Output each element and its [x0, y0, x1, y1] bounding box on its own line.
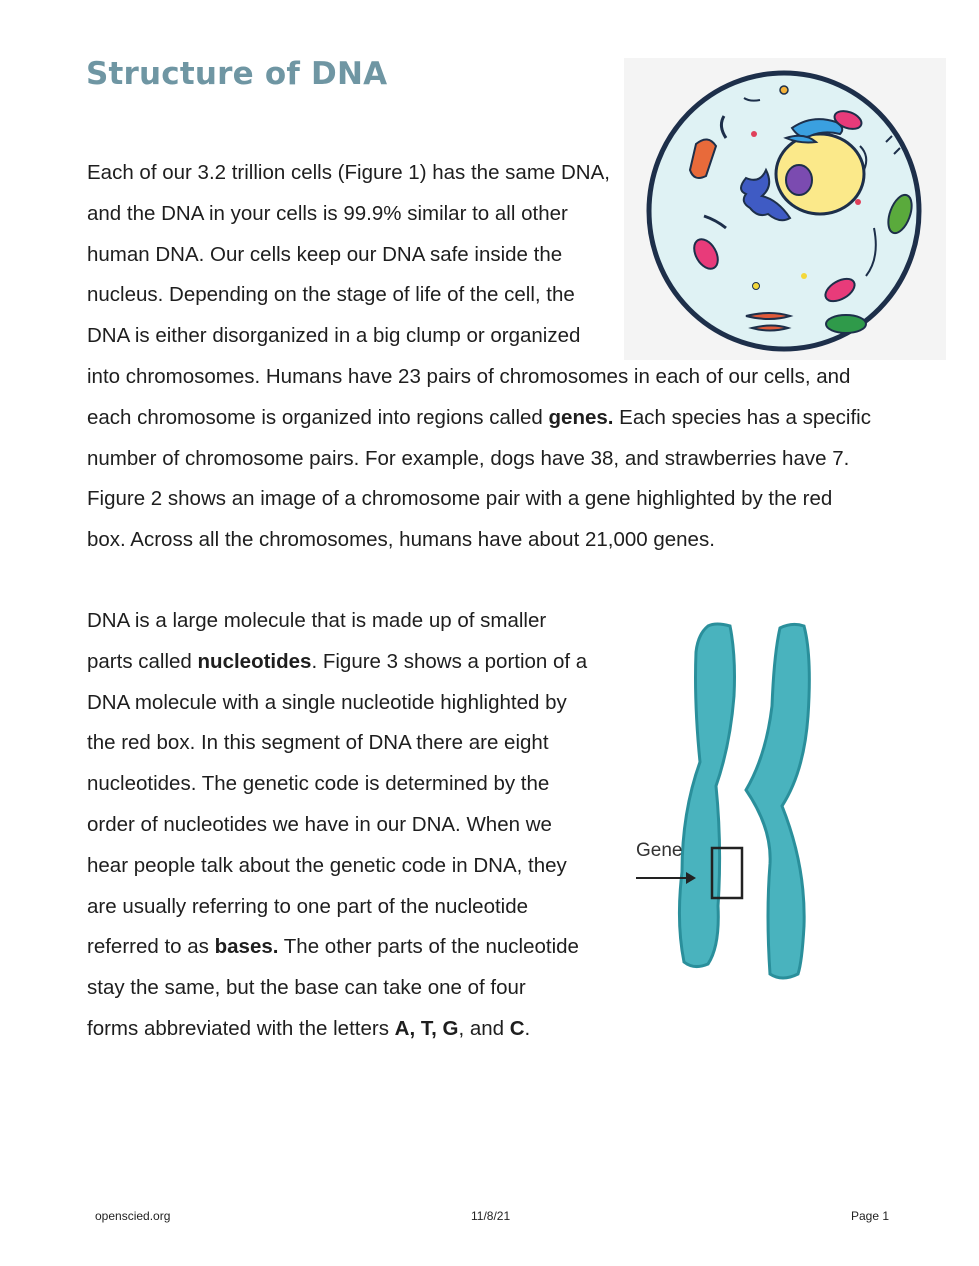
text-segment: Each species has a specific	[613, 405, 871, 429]
text-segment: each chromosome is organized into regions called	[87, 405, 549, 429]
text-line	[87, 1009, 587, 1050]
bold-term: genes.	[548, 405, 614, 429]
text-segment: stay the same, but the base can take one of four	[87, 976, 526, 1000]
text-segment: referred to as	[87, 935, 215, 959]
text-segment: hear people talk about the genetic code in DNA, they	[87, 853, 567, 877]
text-segment: .	[524, 1016, 531, 1040]
text-line	[87, 439, 871, 480]
text-segment: forms abbreviated with the letters	[87, 1016, 395, 1040]
footer-site: openscied.org	[95, 1209, 171, 1223]
text-segment: are usually referring to one part of the nucleotide	[87, 894, 529, 918]
text-line	[87, 683, 587, 724]
vacuole-green-bottom	[826, 315, 866, 333]
smooth-er-bottom	[746, 313, 790, 319]
text-segment: nucleotides. The genetic code is determined by the	[87, 772, 550, 796]
smooth-er-bottom-2	[752, 326, 788, 331]
text-line	[87, 968, 587, 1009]
paragraph-nucleotides	[87, 601, 587, 1050]
gene-label: Gene	[636, 840, 683, 861]
text-line	[87, 601, 587, 642]
text-segment: number of chromosome pairs. For example, dogs have 38, and strawberries have 7.	[87, 446, 850, 470]
bold-term: C	[509, 1016, 525, 1040]
text-line	[87, 479, 871, 520]
vesicle	[753, 283, 760, 290]
text-line	[87, 846, 587, 887]
text-line	[87, 927, 587, 968]
chromatid-left	[679, 624, 734, 967]
text-segment: into chromosomes. Humans have 23 pairs of chromosomes in each of our cells, and	[87, 364, 851, 388]
lysosome	[855, 199, 861, 205]
text-line	[87, 642, 587, 683]
text-line	[87, 398, 871, 439]
text-line	[87, 520, 871, 561]
text-segment: DNA molecule with a single nucleotide highlighted by	[87, 690, 567, 714]
text-line	[87, 357, 871, 398]
cell-illustration	[624, 58, 946, 360]
lysosome	[751, 131, 757, 137]
text-segment: parts called	[87, 649, 198, 673]
text-segment: Figure 2 shows an image of a chromosome pair with a gene highlighted by the red	[87, 487, 833, 511]
text-segment: DNA is a large molecule that is made up of smaller	[87, 609, 547, 632]
text-segment: Each of our 3.2 trillion cells (Figure 1) has the same DNA,	[87, 161, 610, 184]
bold-term: A, T, G	[394, 1016, 459, 1040]
text-segment: and the DNA in your cells is 99.9% similar to all other	[87, 201, 568, 225]
bold-term: nucleotides	[197, 649, 312, 673]
vesicle	[780, 86, 788, 94]
text-segment: box. Across all the chromosomes, humans have about 21,000 genes.	[87, 528, 715, 552]
nucleolus	[786, 165, 812, 195]
bold-term: bases.	[214, 935, 279, 959]
text-line	[87, 723, 587, 764]
text-segment: nucleus. Depending on the stage of life of the cell, the	[87, 283, 575, 307]
text-segment: order of nucleotides we have in our DNA. When we	[87, 812, 552, 836]
text-line	[87, 805, 587, 846]
vesicle	[801, 273, 807, 279]
text-segment: the red box. In this segment of DNA there are eight	[87, 731, 549, 755]
text-line	[87, 887, 587, 928]
page-title: Structure of DNA	[86, 56, 388, 92]
chromosome-illustration	[628, 618, 828, 980]
text-segment: . Figure 3 shows a portion of a	[311, 649, 588, 673]
text-line	[87, 764, 587, 805]
text-segment: The other parts of the nucleotide	[278, 935, 579, 959]
text-segment: human DNA. Our cells keep our DNA safe inside the	[87, 242, 563, 266]
chromatid-right	[746, 624, 809, 978]
text-segment: DNA is either disorganized in a big clump or organized	[87, 324, 581, 348]
footer-date: 11/8/21	[471, 1209, 511, 1223]
footer-page: Page 1	[851, 1209, 890, 1223]
text-segment: , and	[458, 1016, 510, 1040]
